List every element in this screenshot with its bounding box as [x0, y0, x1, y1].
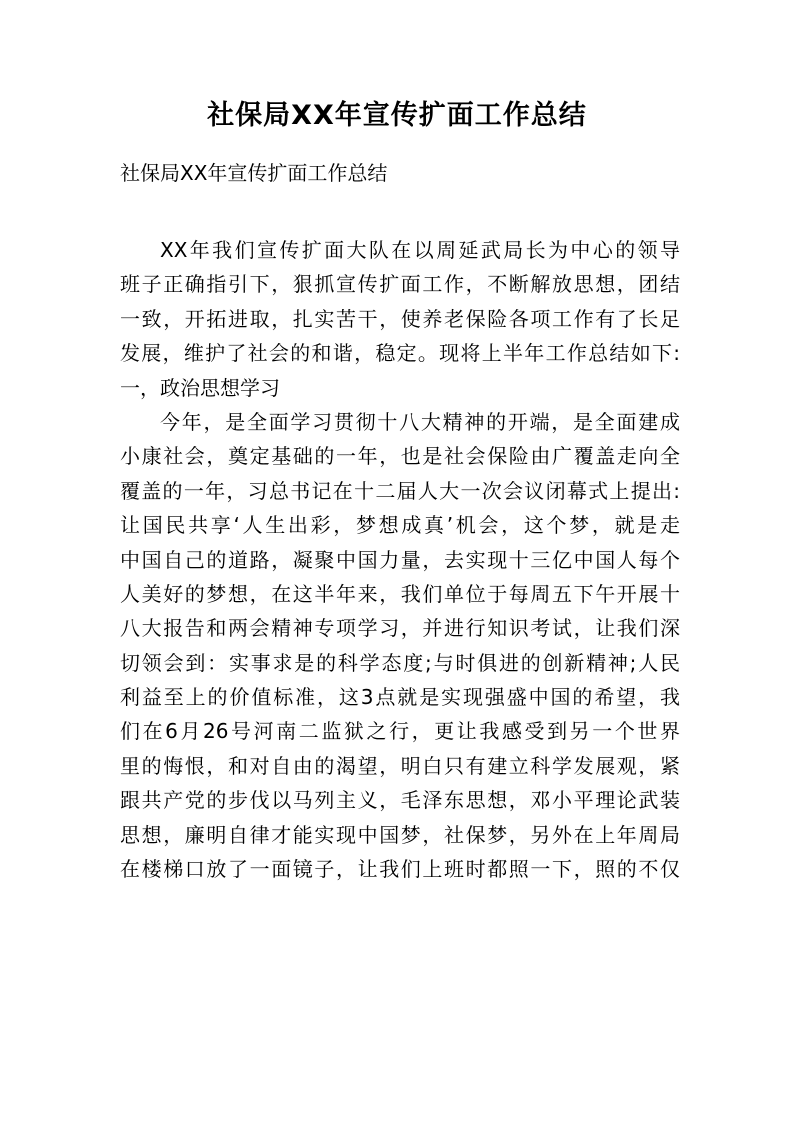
paragraph-line: 中国自己的道路，凝聚中国力量，去实现十三亿中国人每个 [120, 547, 680, 572]
paragraph-line: 思想，廉明自律才能实现中国梦，社保梦，另外在上年周局 [120, 822, 680, 847]
paragraph-line: 八大报告和两会精神专项学习，并进行知识考试，让我们深 [120, 616, 680, 641]
paragraph-line: 在楼梯口放了一面镜子，让我们上班时都照一下，照的不仅 [120, 857, 680, 882]
paragraph-line: 小康社会，奠定基础的一年，也是社会保险由广覆盖走向全 [120, 444, 680, 469]
paragraph-line: 班子正确指引下，狠抓宣传扩面工作，不断解放思想，团结 [120, 272, 680, 297]
paragraph-line: 切领会到：实事求是的科学态度;与时俱进的创新精神;人民 [120, 650, 680, 675]
paragraph-line: 人美好的梦想，在这半年来，我们单位于每周五下午开展十 [120, 581, 680, 606]
document-subtitle: 社保局XX年宣传扩面工作总结 [120, 161, 388, 185]
paragraph-line: 今年，是全面学习贯彻十八大精神的开端，是全面建成 [160, 409, 680, 434]
paragraph-line: 跟共产党的步伐以马列主义，毛泽东思想，邓小平理论武装 [120, 788, 680, 813]
paragraph-line: 一致，开拓进取，扎实苦干，使养老保险各项工作有了长足 [120, 306, 680, 331]
paragraph-line: 让国民共享‘人生出彩，梦想成真’机会，这个梦，就是走 [120, 513, 680, 538]
paragraph-line: 覆盖的一年，习总书记在十二届人大一次会议闭幕式上提出: [120, 478, 680, 503]
paragraph-line: 里的悔恨，和对自由的渴望，明白只有建立科学发展观，紧 [120, 753, 680, 778]
paragraph-line: 发展，维护了社会的和谐，稳定。现将上半年工作总结如下: [120, 341, 680, 366]
document-body [120, 233, 680, 886]
section-heading: 一，政治思想学习 [120, 375, 280, 400]
paragraph-line: XX年我们宣传扩面大队在以周延武局长为中心的领导 [160, 238, 680, 262]
paragraph-line: 们在6月26号河南二监狱之行，更让我感受到另一个世界 [120, 719, 680, 744]
document-title: 社保局XX年宣传扩面工作总结 [207, 100, 587, 131]
paragraph-line: 利益至上的价值标准，这3点就是实现强盛中国的希望，我 [120, 685, 680, 710]
